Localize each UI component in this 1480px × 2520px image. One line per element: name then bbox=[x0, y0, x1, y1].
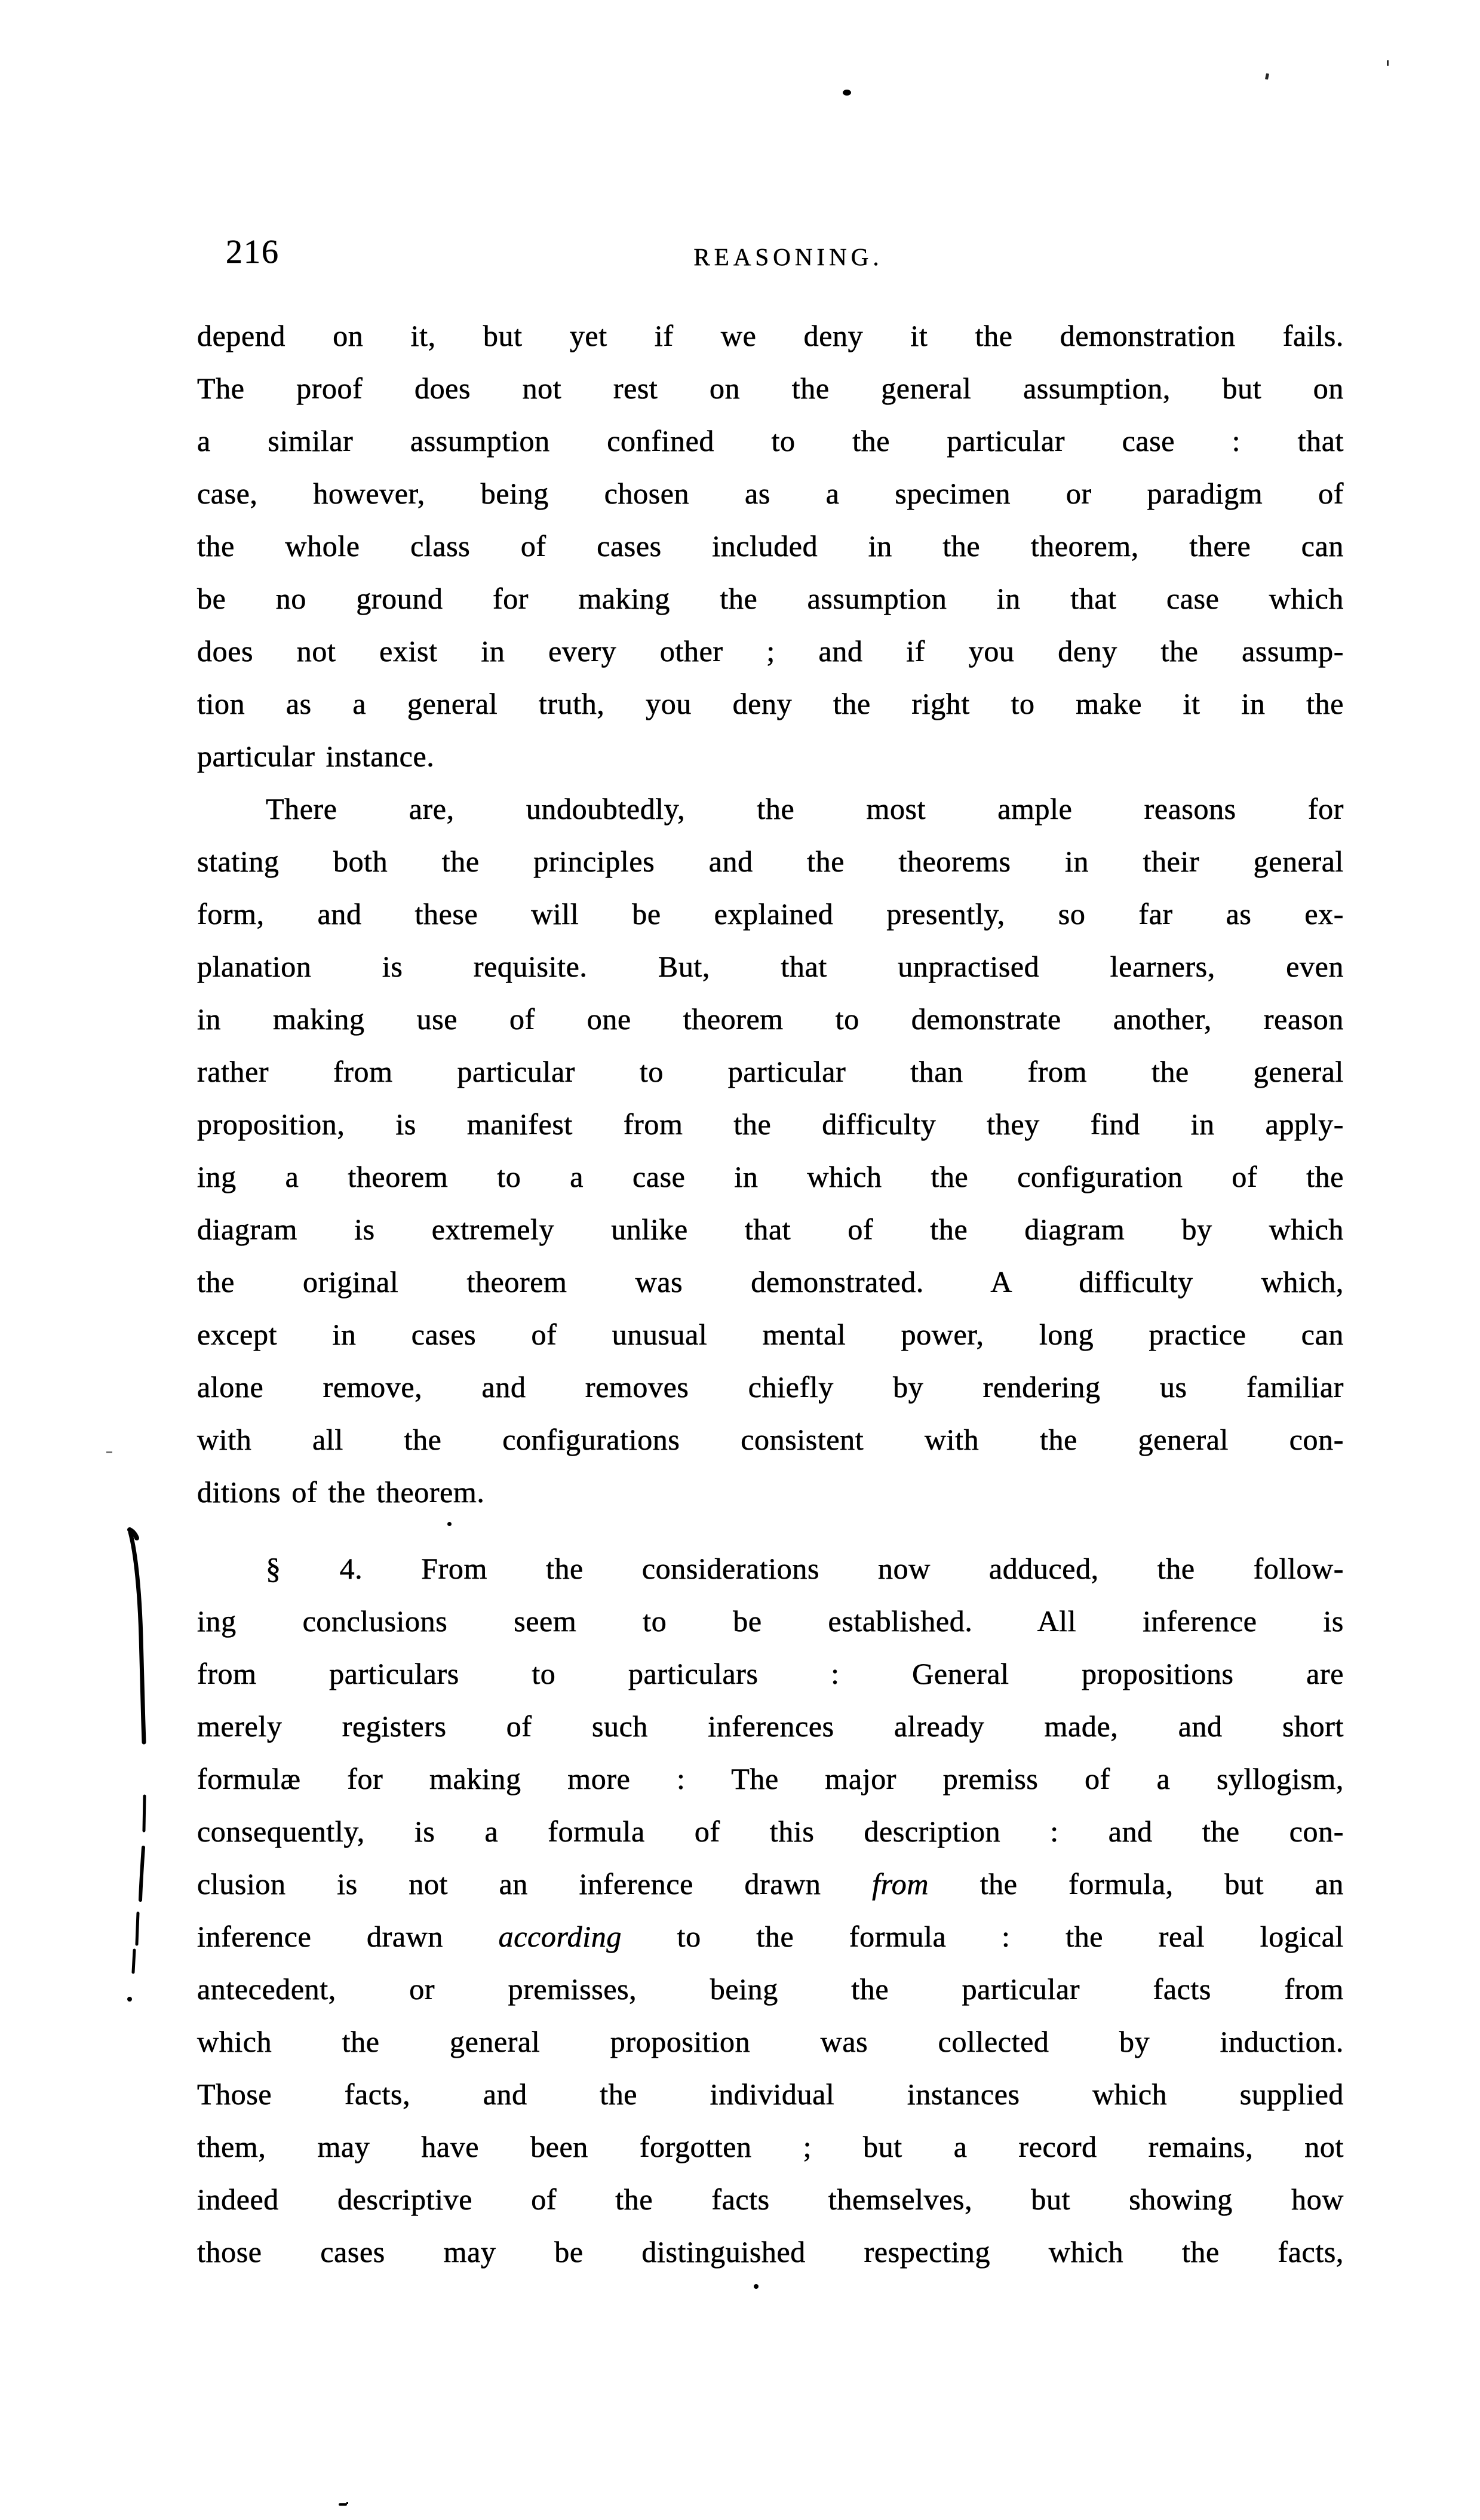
text-line bbox=[197, 1256, 1344, 1308]
body-text bbox=[197, 309, 1344, 2278]
text-line bbox=[197, 1150, 1344, 1203]
text-segment: stating both the principles and the theorems in their general bbox=[197, 845, 1344, 878]
text-segment: proposition, is manifest from the difficulty they find in apply- bbox=[197, 1107, 1344, 1141]
text-segment: There are, undoubtedly, the most ample reasons for bbox=[266, 792, 1344, 825]
text-line bbox=[197, 1203, 1344, 1256]
text-line bbox=[197, 309, 1344, 362]
text-line bbox=[197, 1963, 1344, 2015]
text-segment: planation is requisite. But, that unpractised learners, even bbox=[197, 950, 1344, 983]
text-segment: in making use of one theorem to demonstrate another, reason bbox=[197, 1002, 1344, 1036]
text-line bbox=[197, 730, 1344, 782]
text-line bbox=[197, 1413, 1344, 1466]
text-line bbox=[197, 1858, 1344, 1910]
italic-word: according bbox=[498, 1920, 622, 1953]
text-line bbox=[197, 1361, 1344, 1413]
text-segment: rather from particular to particular than from the general bbox=[197, 1055, 1344, 1088]
text-segment: does not exist in every other ; and if you deny the assump- bbox=[197, 634, 1344, 668]
text-segment: ditions of the theorem. bbox=[197, 1475, 485, 1509]
text-segment: § 4. From the considerations now adduced, the follow- bbox=[266, 1552, 1344, 1585]
text-segment: which the general proposition was collected by induction. bbox=[197, 2025, 1344, 2058]
italic-word: from bbox=[872, 1867, 929, 1901]
text-segment: a similar assumption confined to the particular case : that bbox=[197, 424, 1344, 458]
text-line bbox=[197, 1805, 1344, 1858]
text-segment: Those facts, and the individual instances which supplied bbox=[197, 2077, 1344, 2111]
text-line bbox=[197, 1595, 1344, 1647]
text-line bbox=[197, 677, 1344, 730]
text-line bbox=[197, 993, 1344, 1045]
text-segment: them, may have been forgotten ; but a record remains, not bbox=[197, 2130, 1344, 2163]
page-header bbox=[197, 234, 1344, 276]
text-segment: case, however, being chosen as a specimen or paradigm of bbox=[197, 477, 1344, 510]
text-line bbox=[197, 1045, 1344, 1098]
text-segment: consequently, is a formula of this description : and the con- bbox=[197, 1815, 1344, 1848]
ink-speck bbox=[1265, 73, 1269, 80]
text-segment: the whole class of cases included in the theorem, there can bbox=[197, 529, 1344, 563]
text-line bbox=[197, 415, 1344, 467]
text-line bbox=[197, 2226, 1344, 2278]
text-segment: indeed descriptive of the facts themselves, but showing how bbox=[197, 2183, 1344, 2216]
text-segment: be no ground for making the assumption in that case which bbox=[197, 582, 1344, 615]
ink-speck bbox=[447, 1522, 452, 1526]
text-segment: from particulars to particulars : General propositions are bbox=[197, 1657, 1344, 1690]
text-line bbox=[197, 467, 1344, 520]
text-segment: with all the configurations consistent with the general con- bbox=[197, 1423, 1344, 1456]
text-segment: depend on it, but yet if we deny it the demonstration fails. bbox=[197, 319, 1344, 352]
margin-pencil-stroke bbox=[113, 1520, 155, 2016]
text-line bbox=[197, 2015, 1344, 2068]
text-line bbox=[197, 782, 1344, 835]
ink-speck bbox=[754, 2284, 759, 2289]
text-segment: to the formula : the real logical bbox=[621, 1920, 1344, 1953]
text-segment: form, and these will be explained presently, so far as ex- bbox=[197, 897, 1344, 931]
text-segment: antecedent, or premisses, being the particular facts from bbox=[197, 1972, 1344, 2006]
text-line bbox=[197, 1466, 1344, 1518]
text-segment: The proof does not rest on the general assumption, but on bbox=[197, 372, 1344, 405]
running-head: REASONING. bbox=[693, 243, 883, 271]
text-segment: clusion is not an inference drawn bbox=[197, 1867, 873, 1901]
text-line bbox=[197, 940, 1344, 993]
text-segment: ing a theorem to a case in which the configuration of the bbox=[197, 1160, 1344, 1193]
ink-speck bbox=[106, 1451, 112, 1453]
text-line bbox=[197, 1700, 1344, 1752]
text-segment: tion as a general truth, you deny the right to make it in the bbox=[197, 687, 1344, 720]
text-line bbox=[197, 520, 1344, 572]
text-line bbox=[197, 1308, 1344, 1361]
text-segment: inference drawn bbox=[197, 1920, 499, 1953]
text-segment: the original theorem was demonstrated. A difficulty which, bbox=[197, 1265, 1344, 1299]
text-segment: those cases may be distinguished respecting which the facts, bbox=[197, 2235, 1344, 2269]
text-segment: particular instance. bbox=[197, 739, 435, 773]
text-line bbox=[197, 835, 1344, 888]
text-line bbox=[197, 625, 1344, 677]
text-segment: except in cases of unusual mental power, long practice can bbox=[197, 1318, 1344, 1351]
text-segment: the formula, but an bbox=[929, 1867, 1344, 1901]
text-line bbox=[197, 1098, 1344, 1150]
text-line bbox=[197, 1910, 1344, 1963]
text-segment: diagram is extremely unlike that of the diagram by which bbox=[197, 1213, 1344, 1246]
text-line bbox=[197, 2120, 1344, 2173]
text-line bbox=[197, 572, 1344, 625]
text-segment: alone remove, and removes chiefly by rendering us familiar bbox=[197, 1370, 1344, 1404]
text-line bbox=[197, 2068, 1344, 2120]
text-line bbox=[197, 888, 1344, 940]
text-line bbox=[197, 2173, 1344, 2226]
text-line bbox=[197, 1647, 1344, 1700]
text-line bbox=[197, 1752, 1344, 1805]
ink-speck bbox=[339, 2503, 347, 2506]
text-segment: ing conclusions seem to be established. All inference is bbox=[197, 1604, 1344, 1638]
text-segment: merely registers of such inferences already made, and short bbox=[197, 1709, 1344, 1743]
page-number: 216 bbox=[226, 234, 280, 271]
ink-speck bbox=[1387, 60, 1389, 66]
text-line bbox=[197, 1542, 1344, 1595]
ink-speck bbox=[843, 90, 851, 96]
text-line bbox=[197, 362, 1344, 415]
text-segment: formulæ for making more : The major premiss of a syllogism, bbox=[197, 1762, 1344, 1795]
